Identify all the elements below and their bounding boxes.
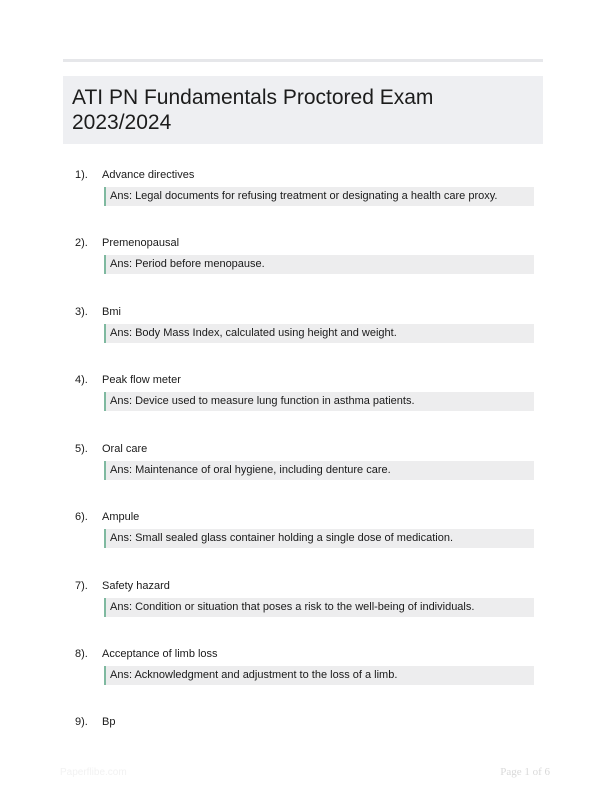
question-number: 7).: [75, 580, 88, 592]
question-term: Bmi: [102, 306, 121, 318]
question-term: Advance directives: [102, 169, 195, 181]
question-term: Bp: [102, 716, 116, 728]
answer-box: Ans: Device used to measure lung function in asthma patients.: [104, 392, 534, 411]
footer-watermark: Paperflibe.com: [60, 767, 127, 778]
answer-box: Ans: Acknowledgment and adjustment to the loss of a limb.: [104, 666, 534, 685]
answer-box: Ans: Body Mass Index, calculated using height and weight.: [104, 324, 534, 343]
question-term: Safety hazard: [102, 580, 170, 592]
question-term: Ampule: [102, 511, 140, 523]
qa-item: [0, 647, 606, 707]
qa-item: [0, 579, 606, 639]
answer-box: Ans: Period before menopause.: [104, 255, 534, 274]
question-number: 8).: [75, 648, 88, 660]
qa-item: [0, 442, 606, 502]
answer-box: Ans: Legal documents for refusing treatment or designating a health care proxy.: [104, 187, 534, 206]
answer-box: Ans: Small sealed glass container holding a single dose of medication.: [104, 529, 534, 548]
answer-box: Ans: Maintenance of oral hygiene, including denture care.: [104, 461, 534, 480]
document-title-line-2: 2023/2024: [72, 111, 172, 134]
qa-item: [0, 168, 606, 228]
question-number: 9).: [75, 716, 88, 728]
document-title-line-1: ATI PN Fundamentals Proctored Exam: [72, 86, 434, 109]
question-number: 3).: [75, 306, 88, 318]
question-term: Peak flow meter: [102, 374, 181, 386]
question-term: Oral care: [102, 443, 148, 455]
question-number: 6).: [75, 511, 88, 523]
question-term: Premenopausal: [102, 237, 180, 249]
answer-box: Ans: Condition or situation that poses a risk to the well-being of individuals.: [104, 598, 534, 617]
question-number: 5).: [75, 443, 88, 455]
qa-item: [0, 305, 606, 365]
question-number: 2).: [75, 237, 88, 249]
qa-item: [0, 510, 606, 570]
qa-item: [0, 236, 606, 296]
qa-item: [0, 373, 606, 433]
page-indicator: Page 1 of 6: [500, 766, 550, 778]
question-number: 4).: [75, 374, 88, 386]
question-term: Acceptance of limb loss: [102, 648, 218, 660]
question-number: 1).: [75, 169, 88, 181]
